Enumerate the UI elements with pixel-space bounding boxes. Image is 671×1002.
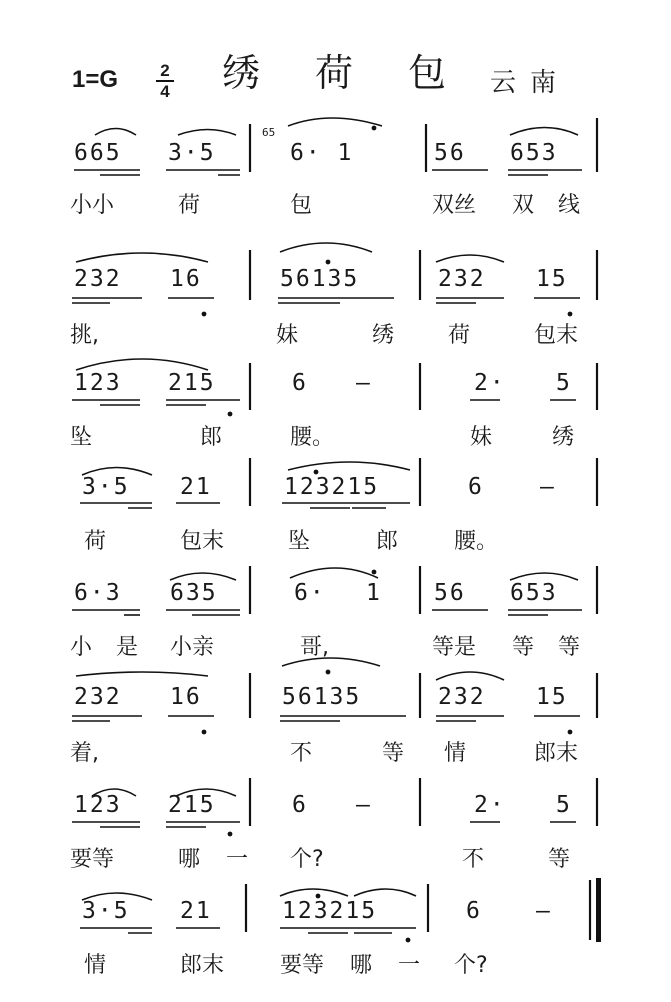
note-group: 6·3: [74, 580, 122, 606]
note-group: 215: [168, 792, 216, 818]
lyric: 荷: [84, 529, 107, 554]
note-group: 123: [74, 370, 122, 396]
final-bar: [596, 878, 601, 942]
note-group: 21: [180, 474, 212, 500]
note-group: 232: [438, 266, 486, 292]
lyric: 哥,: [300, 635, 329, 660]
lyric: 等: [382, 741, 405, 766]
lyric: 情: [444, 741, 467, 766]
lyric: 妹: [276, 323, 299, 348]
note-group: 3·5: [82, 474, 130, 500]
lyric: 郎: [376, 529, 399, 554]
note-group: 232: [74, 684, 122, 710]
note-group: 6: [292, 792, 308, 818]
note-group: 56: [434, 140, 466, 166]
lyric: 小: [70, 635, 93, 660]
lyric: 要等: [70, 847, 115, 872]
note-group: 215: [168, 370, 216, 396]
note-group: 6: [292, 370, 308, 396]
lyric: 是: [116, 635, 139, 660]
grace-notes: 65: [262, 126, 276, 139]
lyric: 不: [290, 741, 313, 766]
time-denominator: 4: [160, 82, 170, 101]
lyric: 线: [558, 193, 581, 218]
lyric: 一: [226, 847, 249, 872]
lyric: 郎: [200, 425, 223, 450]
note-group: 15: [536, 684, 568, 710]
note-group: 635: [170, 580, 218, 606]
lyric: 一: [398, 953, 421, 978]
lyric: 哪: [350, 953, 373, 978]
lyric: 荷: [448, 323, 471, 348]
note-group: 5: [556, 792, 572, 818]
lyric: 腰。: [454, 529, 499, 554]
note-group: 6· 1: [290, 140, 354, 166]
lyric: 坠: [70, 425, 93, 450]
note-group: —: [356, 370, 372, 396]
note-group: 123: [74, 792, 122, 818]
title-char-3: 包: [408, 51, 447, 95]
lyric: 荷: [178, 193, 201, 218]
lyric: 情: [84, 953, 107, 978]
lyric: 等是: [432, 635, 477, 660]
lyric: 包末: [534, 323, 579, 348]
lyric: 个?: [454, 953, 488, 978]
note-group: —: [540, 474, 556, 500]
slurs: [76, 118, 581, 900]
lyric: 郎末: [534, 741, 579, 766]
key-signature: 1=G: [72, 66, 119, 93]
lyric: 郎末: [180, 953, 225, 978]
note-group: 232: [74, 266, 122, 292]
note-group: 653: [510, 140, 558, 166]
time-numerator: 2: [160, 61, 170, 80]
note-group: 2·: [474, 792, 506, 818]
lyric: 坠: [288, 529, 311, 554]
note-group: 665: [74, 140, 122, 166]
note-group: 6·: [294, 580, 326, 606]
lyric: 包: [290, 193, 313, 218]
lyric: 双: [512, 193, 535, 218]
note-group: 232: [438, 684, 486, 710]
note-group: 21: [180, 898, 212, 924]
lyric: 绣: [552, 425, 575, 450]
note-group: 6: [466, 898, 482, 924]
note-group: 2·: [474, 370, 506, 396]
note-group: 16: [170, 266, 202, 292]
lyric: 个?: [290, 847, 324, 872]
note-group: 56135: [282, 684, 362, 710]
lyric: 等: [548, 847, 571, 872]
lyric: 腰。: [290, 425, 335, 450]
note-group: —: [536, 898, 552, 924]
note-group: 123215: [284, 474, 380, 500]
lyric: 双丝: [432, 193, 477, 218]
lyric: 小小: [70, 193, 115, 218]
note-group: 6: [468, 474, 484, 500]
note-group: 123215: [282, 898, 378, 924]
lyric: 着,: [70, 741, 99, 766]
note-group: 3·5: [82, 898, 130, 924]
note-group: 1: [366, 580, 382, 606]
lyric: 妹: [470, 425, 493, 450]
note-group: 56: [434, 580, 466, 606]
lyric: 要等: [280, 953, 325, 978]
region-label: 云南: [490, 68, 571, 98]
note-group: —: [356, 792, 372, 818]
lyric: 哪: [178, 847, 201, 872]
note-group: 5: [556, 370, 572, 396]
note-group: 16: [170, 684, 202, 710]
lyric: 小亲: [170, 635, 215, 660]
note-group: 56135: [280, 266, 360, 292]
lyric: 不: [462, 847, 485, 872]
title-char-1: 绣: [222, 51, 261, 95]
lyric: 包末: [180, 529, 225, 554]
note-group: 15: [536, 266, 568, 292]
lyric: 绣: [372, 323, 395, 348]
title-char-2: 荷: [315, 51, 354, 95]
note-group: 3·5: [168, 140, 216, 166]
note-group: 653: [510, 580, 558, 606]
lyric: 等: [512, 635, 535, 660]
lyric: 等: [558, 635, 581, 660]
lyric: 挑,: [70, 323, 99, 348]
